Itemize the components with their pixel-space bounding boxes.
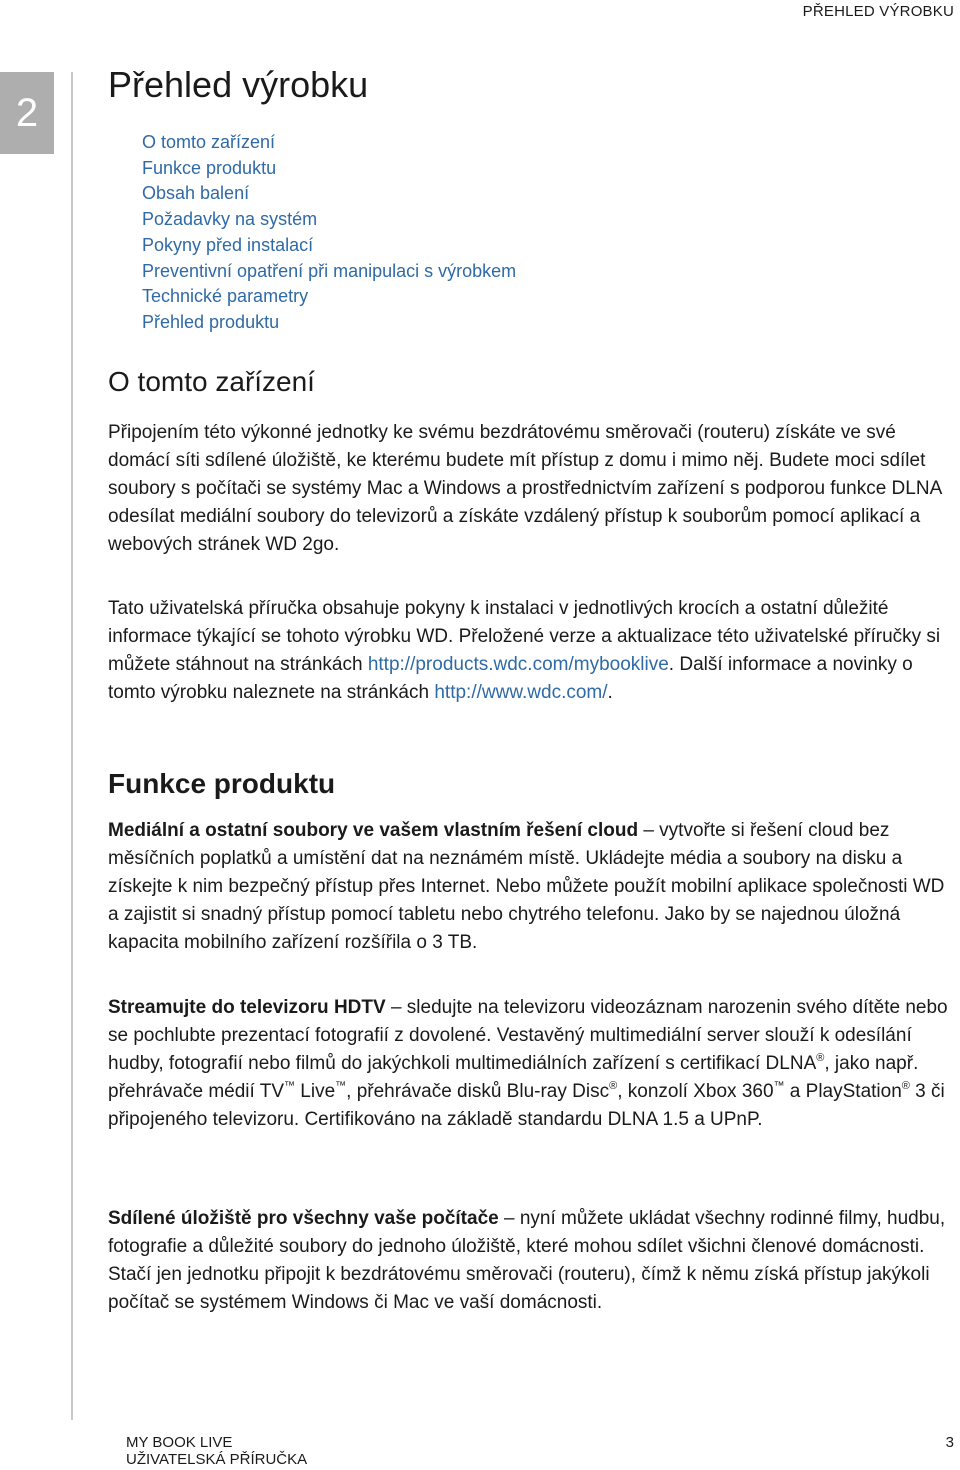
toc-link-about[interactable]: O tomto zařízení xyxy=(142,132,276,152)
products-link[interactable]: http://products.wdc.com/mybooklive xyxy=(367,654,669,675)
about-paragraph-1: Připojením této výkonné jednotky ke svému bezdrátovému směrovači (routeru) získáte ve své domácí síti sdílené úložiště, ke kterému budete mít přístup z domu i mimo něj. Budete moci sdílet soubory s počítači se systémy Mac a Windows a prostřednictvím zařízení s podporou funkce DLNA odesílat mediální soubory do televizorů a získáte vzdálený přístup k souborům pomocí aplikací a webových stránek WD 2go. xyxy=(108,422,942,555)
margin-divider xyxy=(71,72,73,1420)
chapter-toc xyxy=(142,130,516,336)
feature-hdtv: Streamujte do televizoru HDTV – sledujte na televizoru videozáznam narozenin svého dítěte nebo se pochlubte prezentací fotografií z dovolené. Vestavěný multimediální server slouží k odesílání hudby, fotografií nebo filmů do jakýchkoli multimediálních zařízení s certifikací DLNA®, jako např. přehrávače médií TV™ Live™, přehrávače disků Blu-ray Disc®, konzolí Xbox 360™ a PlayStation® 3 či připojeného televizoru. Certifikováno na základě standardu DLNA 1.5 a UPnP. xyxy=(108,997,948,1130)
page-title: Přehled výrobku xyxy=(108,64,369,105)
chapter-number-badge: 2 xyxy=(0,72,54,154)
toc-link-handling-precautions[interactable]: Preventivní opatření při manipulaci s výrobkem xyxy=(142,260,517,281)
feature-shared-storage-heading: Sdílené úložiště pro všechny vaše počítače xyxy=(108,1208,499,1229)
toc-link-specifications[interactable]: Technické parametry xyxy=(142,286,309,307)
page-number: 3 xyxy=(945,1434,954,1451)
about-paragraph-2: Tato uživatelská příručka obsahuje pokyny k instalaci v jednotlivých krocích a ostatní důležité informace týkající se tohoto výrobku WD. Přeložené verze a aktualizace této uživatelské příručky si můžete stáhnout na stránkách http://products.wdc.com/mybooklive. Další informace a novinky o tomto výrobku naleznete na stránkách http://www.wdc.com/. xyxy=(108,598,941,703)
footer-manual-name: UŽIVATELSKÁ PŘÍRUČKA xyxy=(126,1451,308,1468)
section-title-about: O tomto zařízení xyxy=(108,366,315,397)
feature-hdtv-heading: Streamujte do televizoru HDTV xyxy=(108,997,386,1018)
feature-cloud-heading: Mediální a ostatní soubory ve vašem vlastním řešení cloud xyxy=(108,820,639,841)
toc-link-product-overview[interactable]: Přehled produktu xyxy=(142,311,280,332)
section-title-features: Funkce produktu xyxy=(108,768,336,799)
footer-product xyxy=(126,1434,307,1468)
toc-link-package-contents[interactable]: Obsah balení xyxy=(142,183,250,204)
wdc-link[interactable]: http://www.wdc.com/ xyxy=(434,682,608,703)
toc-link-pre-installation[interactable]: Pokyny před instalací xyxy=(142,234,314,255)
toc-link-features[interactable]: Funkce produktu xyxy=(142,157,277,178)
toc-link-system-requirements[interactable]: Požadavky na systém xyxy=(142,209,318,230)
feature-shared-storage: Sdílené úložiště pro všechny vaše počítače – nyní můžete ukládat všechny rodinné filmy, hudbu, fotografie a důležité soubory do jednoho úložiště, které mohou sdílet všichni členové domácnosti. Stačí jen jednotku připojit k bezdrátovému směrovači (routeru), čímž k němu získá přístup jakýkoli počítač se systémem Windows či Mac ve vaší domácnosti. xyxy=(108,1208,946,1313)
footer-product-name: MY BOOK LIVE xyxy=(126,1434,233,1451)
running-header: PŘEHLED VÝROBKU xyxy=(802,3,954,20)
feature-cloud: Mediální a ostatní soubory ve vašem vlastním řešení cloud – vytvořte si řešení cloud bez měsíčních poplatků a umístění dat na neznámém místě. Ukládejte média a soubory na disku a získejte k nim bezpečný přístup přes Internet. Nebo můžete použít mobilní aplikace společnosti WD a zajistit si snadný přístup pomocí tabletu nebo chytrého telefonu. Jako by se najednou úložná kapacita mobilního zařízení rozšířila o 3 TB. xyxy=(108,820,945,953)
